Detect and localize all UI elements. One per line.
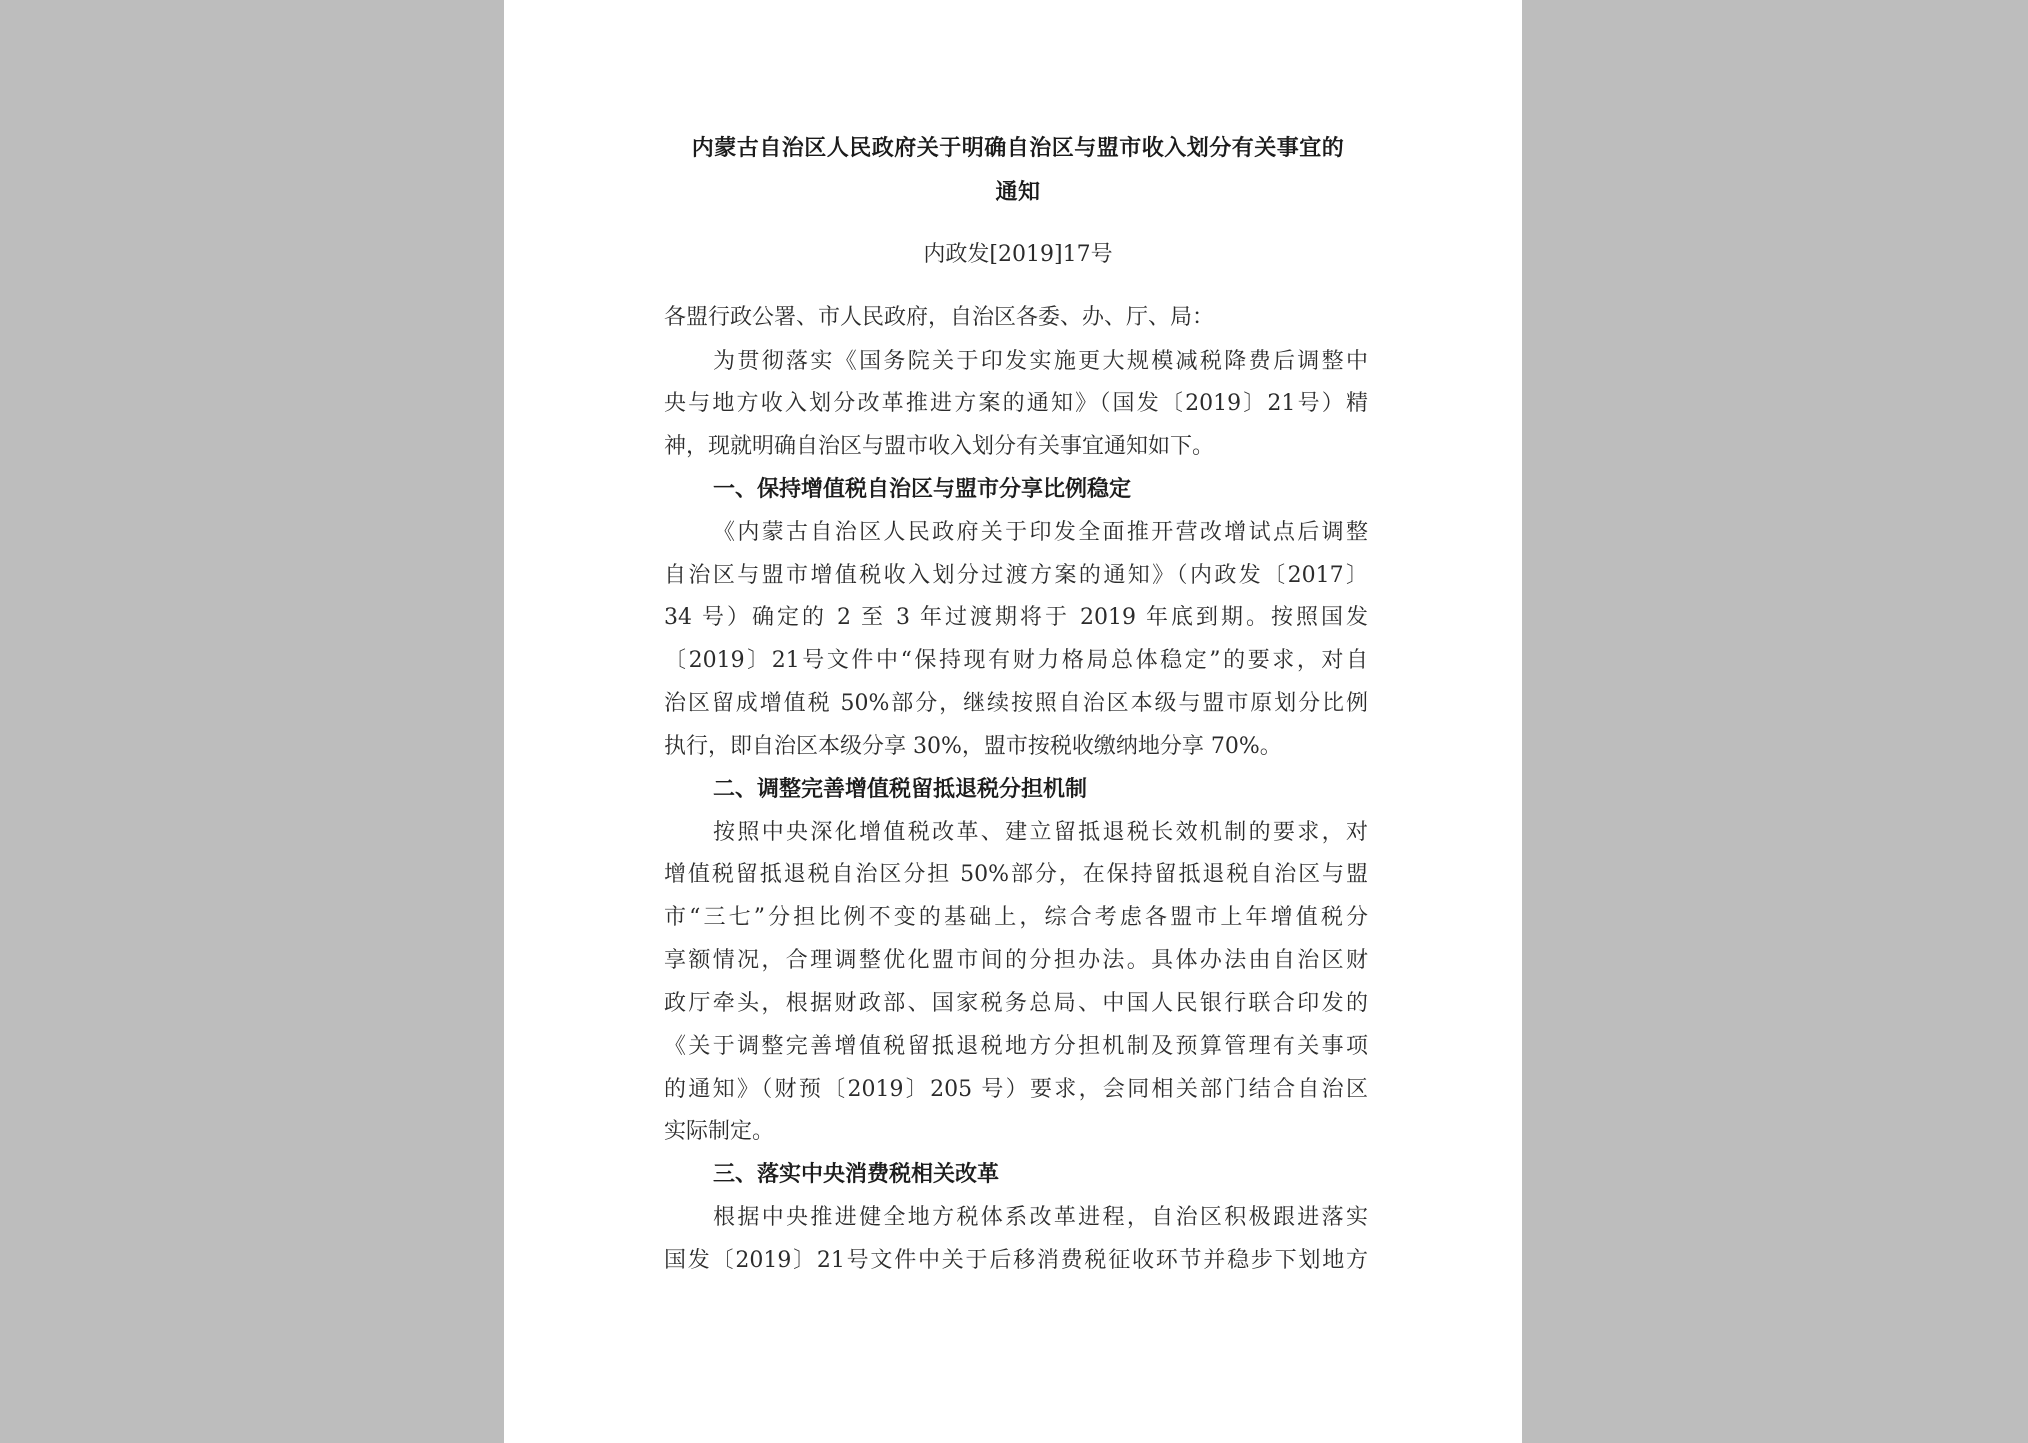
salutation: 各盟行政公署、市人民政府，自治区各委、办、厅、局： [664, 305, 1215, 330]
section-2-line: 政厅牵头，根据财政部、国家税务总局、中国人民银行联合印发的 [664, 991, 1368, 1016]
section-2-line: 享额情况，合理调整优化盟市间的分担办法。具体办法由自治区财 [664, 948, 1368, 973]
section-1-heading: 一、保持增值税自治区与盟市分享比例稳定 [713, 477, 1132, 502]
section-1-line: 34 号）确定的 2 至 3 年过渡期将于 2019 年底到期。按照国发 [664, 605, 1368, 630]
intro-line: 神，现就明确自治区与盟市收入划分有关事宜通知如下。 [664, 434, 1215, 459]
section-2-line: 的通知》（财预〔2019〕205 号）要求，会同相关部门结合自治区 [664, 1077, 1368, 1102]
document-title-line-2: 通知 [995, 180, 1041, 205]
section-1-line: 〔2019〕21号文件中“保持现有财力格局总体稳定”的要求，对自 [664, 648, 1368, 673]
intro-line: 央与地方收入划分改革推进方案的通知》（国发〔2019〕21号）精 [664, 391, 1368, 416]
section-1-line: 自治区与盟市增值税收入划分过渡方案的通知》（内政发〔2017〕 [664, 563, 1368, 588]
section-3-line: 国发〔2019〕21号文件中关于后移消费税征收环节并稳步下划地方 [664, 1248, 1368, 1273]
section-2-line: 《关于调整完善增值税留抵退税地方分担机制及预算管理有关事项 [664, 1034, 1368, 1059]
document-page [504, 0, 1522, 1443]
document-number: 内政发[2019]17号 [923, 242, 1113, 267]
section-3-heading: 三、落实中央消费税相关改革 [713, 1162, 1000, 1187]
section-1-line: 执行，即自治区本级分享 30%，盟市按税收缴纳地分享 70%。 [664, 734, 1282, 759]
section-2-line: 实际制定。 [664, 1119, 775, 1144]
section-1-line: 《内蒙古自治区人民政府关于印发全面推开营改增试点后调整 [713, 520, 1368, 545]
section-2-line: 按照中央深化增值税改革、建立留抵退税长效机制的要求，对 [713, 820, 1368, 845]
section-1-line: 治区留成增值税 50%部分，继续按照自治区本级与盟市原划分比例 [664, 691, 1368, 716]
section-2-heading: 二、调整完善增值税留抵退税分担机制 [713, 777, 1088, 802]
document-title-line-1: 内蒙古自治区人民政府关于明确自治区与盟市收入划分有关事宜的 [691, 136, 1345, 161]
section-2-line: 增值税留抵退税自治区分担 50%部分，在保持留抵退税自治区与盟 [664, 862, 1368, 887]
section-3-line: 根据中央推进健全地方税体系改革进程，自治区积极跟进落实 [713, 1205, 1368, 1230]
intro-line: 为贯彻落实《国务院关于印发实施更大规模减税降费后调整中 [713, 349, 1368, 374]
section-2-line: 市“三七”分担比例不变的基础上，综合考虑各盟市上年增值税分 [664, 905, 1368, 930]
